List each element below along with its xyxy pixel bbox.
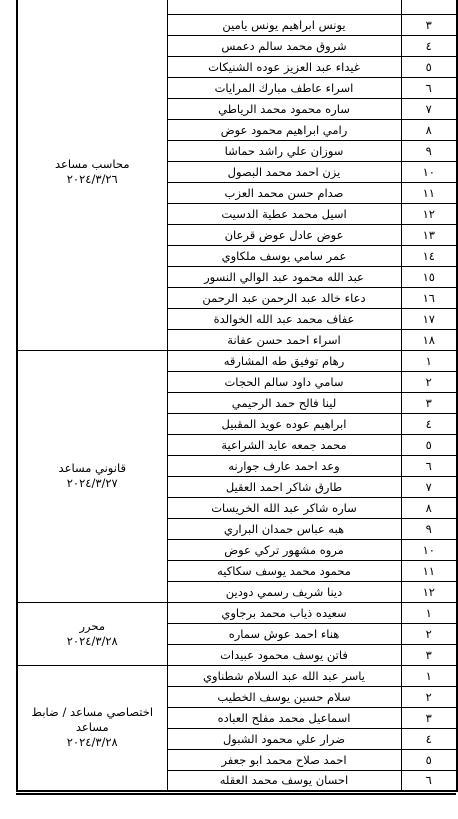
row-number: ٢ [401, 371, 457, 392]
row-number: ١٤ [401, 245, 457, 266]
candidate-name: شروق محمد سالم دعمس [167, 35, 401, 56]
candidate-name: دينا شريف رسمي دودين [167, 581, 401, 602]
candidate-name: ياسر عبد الله عبد السلام شطناوي [167, 665, 401, 686]
candidate-name: سوزان علي راشد حماشا [167, 140, 401, 161]
row-number: ١٦ [401, 287, 457, 308]
schedule-table [16, 0, 458, 792]
candidate-name: مروه مشهور تركي عوض [167, 539, 401, 560]
row-number: ٧ [401, 476, 457, 497]
row-number: ١٠ [401, 539, 457, 560]
candidate-name: صدام حسن محمد العزب [167, 182, 401, 203]
row-number: ٩ [401, 140, 457, 161]
row-number: ٤ [401, 35, 457, 56]
row-number: ١ [401, 602, 457, 623]
candidate-name [167, 0, 401, 14]
candidate-name: رامي ابراهيم محمود عوض [167, 119, 401, 140]
row-number: ٥ [401, 749, 457, 770]
job-title: محرر [79, 618, 105, 633]
row-number: ٣ [401, 644, 457, 665]
interview-date: ٢٠٢٤/٣/٢٨ [66, 633, 118, 648]
row-number: ٧ [401, 98, 457, 119]
table-row [17, 602, 457, 623]
candidate-name: عوض عادل عوض قرعان [167, 224, 401, 245]
row-number: ٢ [401, 623, 457, 644]
candidate-name: ضرار علي محمود الشبول [167, 728, 401, 749]
table-row [17, 0, 457, 14]
row-number: ٤ [401, 728, 457, 749]
candidate-name: يزن احمد محمد البصول [167, 161, 401, 182]
results-sheet [16, 0, 456, 792]
row-number: ١١ [401, 560, 457, 581]
candidate-name: ساره محمود محمد الرياطي [167, 98, 401, 119]
candidate-name: سامي داود سالم الحجات [167, 371, 401, 392]
row-number: ١٥ [401, 266, 457, 287]
interview-date: ٢٠٢٤/٣/٢٦ [66, 171, 118, 186]
candidate-name: سلام حسين يوسف الخطيب [167, 686, 401, 707]
row-number: ١٨ [401, 329, 457, 350]
candidate-name: دعاء خالد عبد الرحمن عبد الرحمن [167, 287, 401, 308]
row-number: ١ [401, 350, 457, 371]
candidate-name: سعيده ذياب محمد برجاوي [167, 602, 401, 623]
candidate-name: اسراء احمد حسن عفانة [167, 329, 401, 350]
row-number: ٦ [401, 77, 457, 98]
candidate-name: محمد جمعه عايد الشراعية [167, 434, 401, 455]
candidate-name: هناء احمد عوش سماره [167, 623, 401, 644]
candidate-name: فاتن يوسف محمود عبيدات [167, 644, 401, 665]
job-title-cell [17, 0, 167, 350]
candidate-name: احسان يوسف محمد العقله [167, 770, 401, 791]
candidate-name: عفاف محمد عبد الله الخوالدة [167, 308, 401, 329]
candidate-name: عبد الله محمود عبد الوالي النسور [167, 266, 401, 287]
table-row [17, 350, 457, 371]
candidate-name: ساره شاكر عبد الله الخريسات [167, 497, 401, 518]
candidate-name: يونس ابراهيم يونس يامين [167, 14, 401, 35]
row-number: ٣ [401, 14, 457, 35]
row-number: ٢ [401, 686, 457, 707]
row-number: ١ [401, 665, 457, 686]
job-title: اختصاصي مساعد / ضابط مساعد [31, 705, 154, 735]
interview-date: ٢٠٢٤/٣/٢٧ [66, 476, 118, 490]
candidate-name: غيداء عبد العزيز عوده الشنيكات [167, 56, 401, 77]
row-number: ١١ [401, 182, 457, 203]
candidate-name: وعد احمد عارف جوارنه [167, 455, 401, 476]
candidate-name: رهام توفيق طه المشارقه [167, 350, 401, 371]
row-number: ١٢ [401, 203, 457, 224]
candidate-name: محمود محمد يوسف سكاكيه [167, 560, 401, 581]
candidate-name: احمد صلاح محمد ابو جعفر [167, 749, 401, 770]
job-title-cell [17, 665, 167, 791]
row-number: ٤ [401, 413, 457, 434]
job-title-cell [17, 602, 167, 665]
row-number: ١٠ [401, 161, 457, 182]
row-number: ٦ [401, 455, 457, 476]
row-number: ٨ [401, 497, 457, 518]
schedule-table-body [17, 0, 457, 791]
row-number: ٣ [401, 392, 457, 413]
candidate-name: هبه عباس حمدان البراري [167, 518, 401, 539]
candidate-name: طارق شاكر احمد العقيل [167, 476, 401, 497]
row-number: ٦ [401, 770, 457, 791]
interview-date: ٢٠٢٤/٣/٢٨ [66, 735, 118, 750]
candidate-name: لينا فالح حمد الرحيمي [167, 392, 401, 413]
job-title: قانوني مساعد [58, 461, 126, 475]
job-title: محاسب مساعد [55, 156, 130, 171]
row-number: ١٧ [401, 308, 457, 329]
row-number: ٩ [401, 518, 457, 539]
candidate-name: ابراهيم عوده عويد المقبيل [167, 413, 401, 434]
row-number [401, 0, 457, 14]
candidate-name: اسيل محمد عطية الدسيت [167, 203, 401, 224]
row-number: ٣ [401, 707, 457, 728]
row-number: ١٣ [401, 224, 457, 245]
table-row [17, 665, 457, 686]
row-number: ٨ [401, 119, 457, 140]
candidate-name: اسراء عاطف مبارك المرايات [167, 77, 401, 98]
candidate-name: عمر سامي يوسف ملكاوي [167, 245, 401, 266]
job-title-cell [17, 350, 167, 602]
page-bottom-rule [16, 793, 456, 795]
row-number: ٥ [401, 56, 457, 77]
row-number: ٥ [401, 434, 457, 455]
row-number: ١٢ [401, 581, 457, 602]
candidate-name: اسماعيل محمد مفلح العباده [167, 707, 401, 728]
